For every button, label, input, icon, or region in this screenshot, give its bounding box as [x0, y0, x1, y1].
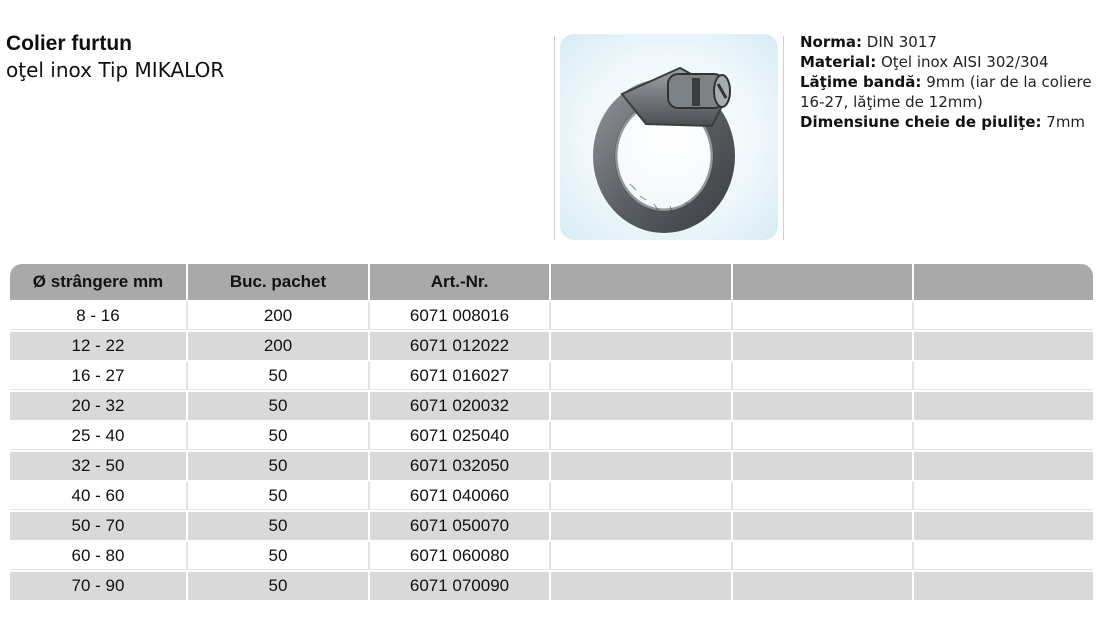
- cell-empty: [733, 482, 914, 509]
- cell-pack: 200: [188, 302, 370, 329]
- cell-art-nr: 6071 070090: [370, 572, 551, 600]
- cell-empty: [551, 512, 733, 540]
- table-row: [10, 512, 1093, 540]
- spec-material: Material: Oţel inox AISI 302/304: [800, 53, 1049, 71]
- cell-art-nr: 6071 032050: [370, 452, 551, 480]
- table-row: [10, 542, 1093, 570]
- cell-empty: [733, 512, 914, 540]
- cell-empty: [914, 542, 1093, 569]
- table-row: [10, 482, 1093, 510]
- cell-art-nr: 6071 016027: [370, 362, 551, 389]
- cell-empty: [733, 572, 914, 600]
- cell-pack: 50: [188, 542, 370, 569]
- table-row: [10, 422, 1093, 450]
- cell-empty: [551, 302, 733, 329]
- divider-left: [554, 36, 555, 240]
- cell-empty: [733, 332, 914, 360]
- product-image: [560, 34, 778, 240]
- cell-diameter: 60 - 80: [10, 542, 188, 569]
- spec-norma: Norma: DIN 3017: [800, 33, 937, 51]
- divider-right: [783, 36, 784, 240]
- cell-pack: 50: [188, 452, 370, 480]
- cell-empty: [914, 512, 1093, 540]
- cell-empty: [551, 452, 733, 480]
- cell-empty: [914, 422, 1093, 449]
- cell-pack: 50: [188, 482, 370, 509]
- header-empty-3: [914, 264, 1093, 300]
- cell-empty: [914, 392, 1093, 420]
- spec-cheie: Dimensiune cheie de piuliţe: 7mm: [800, 113, 1086, 131]
- cell-pack: 50: [188, 362, 370, 389]
- cell-empty: [551, 572, 733, 600]
- cell-empty: [733, 452, 914, 480]
- cell-diameter: 70 - 90: [10, 572, 188, 600]
- spec-latime-banda: Lăţime bandă: 9mm (iar de la coliere 16-27, lăţime de 12mm): [800, 73, 1092, 111]
- specs-list: [800, 32, 1100, 132]
- product-subtitle: oţel inox Tip MIKALOR: [6, 58, 225, 82]
- table-row: [10, 452, 1093, 480]
- table-header: [10, 264, 1093, 300]
- header-pack: Buc. pachet: [188, 264, 370, 300]
- cell-diameter: 25 - 40: [10, 422, 188, 449]
- hose-clamp-icon: [560, 34, 778, 240]
- cell-diameter: 50 - 70: [10, 512, 188, 540]
- cell-diameter: 20 - 32: [10, 392, 188, 420]
- cell-pack: 50: [188, 422, 370, 449]
- cell-diameter: 16 - 27: [10, 362, 188, 389]
- cell-empty: [551, 482, 733, 509]
- cell-pack: 50: [188, 572, 370, 600]
- header-diameter: Ø strângere mm: [10, 264, 188, 300]
- cell-art-nr: 6071 012022: [370, 332, 551, 360]
- cell-empty: [551, 362, 733, 389]
- cell-empty: [551, 392, 733, 420]
- cell-empty: [733, 362, 914, 389]
- table-row: [10, 362, 1093, 390]
- cell-empty: [914, 332, 1093, 360]
- cell-empty: [733, 422, 914, 449]
- cell-empty: [914, 362, 1093, 389]
- cell-empty: [733, 392, 914, 420]
- table-row: [10, 302, 1093, 330]
- cell-empty: [914, 572, 1093, 600]
- cell-diameter: 8 - 16: [10, 302, 188, 329]
- table-body: [10, 302, 1093, 600]
- cell-art-nr: 6071 025040: [370, 422, 551, 449]
- cell-diameter: 32 - 50: [10, 452, 188, 480]
- product-table: [10, 264, 1093, 600]
- header-empty-2: [733, 264, 914, 300]
- cell-empty: [733, 302, 914, 329]
- cell-empty: [914, 482, 1093, 509]
- cell-pack: 50: [188, 512, 370, 540]
- table-row: [10, 332, 1093, 360]
- cell-art-nr: 6071 050070: [370, 512, 551, 540]
- cell-empty: [551, 332, 733, 360]
- cell-empty: [733, 542, 914, 569]
- cell-empty: [914, 302, 1093, 329]
- product-heading: [6, 32, 224, 84]
- cell-art-nr: 6071 060080: [370, 542, 551, 569]
- cell-art-nr: 6071 008016: [370, 302, 551, 329]
- cell-diameter: 12 - 22: [10, 332, 188, 360]
- cell-pack: 200: [188, 332, 370, 360]
- table-row: [10, 392, 1093, 420]
- product-title: Colier furtun: [6, 32, 132, 55]
- cell-empty: [551, 542, 733, 569]
- cell-art-nr: 6071 040060: [370, 482, 551, 509]
- table-row: [10, 572, 1093, 600]
- cell-art-nr: 6071 020032: [370, 392, 551, 420]
- cell-empty: [914, 452, 1093, 480]
- cell-pack: 50: [188, 392, 370, 420]
- cell-diameter: 40 - 60: [10, 482, 188, 509]
- cell-empty: [551, 422, 733, 449]
- header-empty-1: [551, 264, 733, 300]
- header-art-nr: Art.-Nr.: [370, 264, 551, 300]
